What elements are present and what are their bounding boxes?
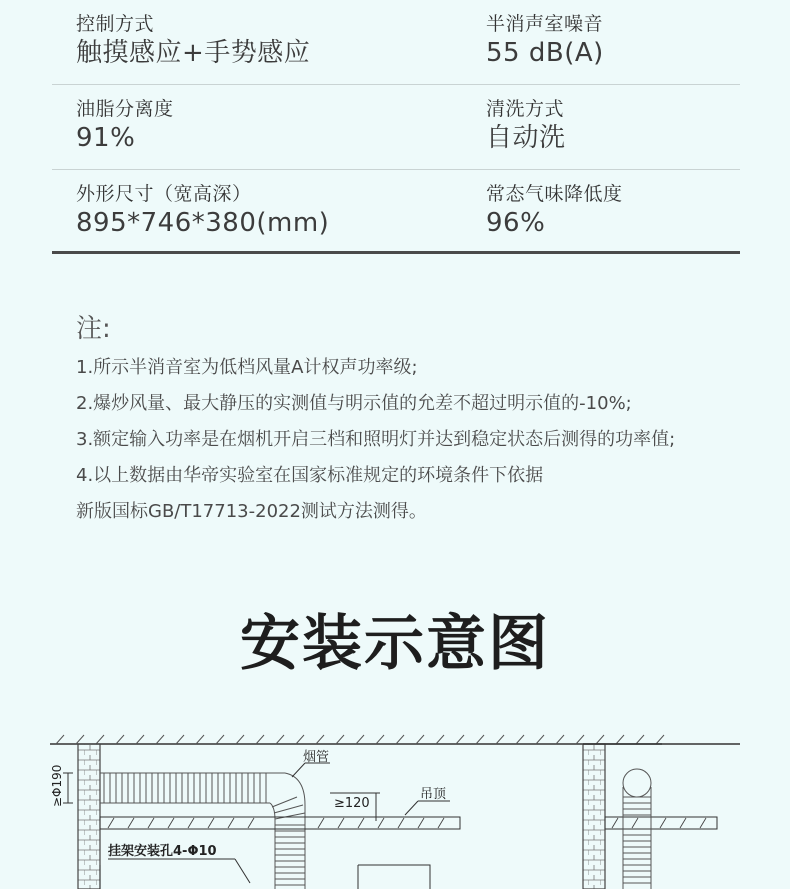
spec-label: 油脂分离度 (76, 98, 174, 120)
notes-title: 注: (76, 314, 111, 344)
installation-diagram (0, 725, 790, 889)
section-divider (52, 251, 740, 254)
suspended-ceiling-left (100, 817, 460, 829)
ceiling-label: 吊顶 (420, 787, 447, 802)
spec-value: 895*746*380(mm) (76, 208, 330, 238)
spec-noise (486, 12, 604, 70)
note-line: 新版国标GB/T17713-2022测试方法测得。 (76, 501, 427, 522)
ceiling-callout (405, 787, 450, 815)
spec-control-mode (76, 12, 310, 70)
spec-value: 自动洗 (486, 123, 566, 153)
spec-grease-separation (76, 97, 174, 155)
spec-label: 外形尺寸（宽高深） (76, 183, 252, 205)
spec-value: 55 dB(A) (486, 38, 604, 68)
brick-wall-left (78, 744, 100, 889)
suspended-ceiling-right (605, 817, 717, 829)
spec-label: 清洗方式 (486, 98, 565, 120)
section-title: 安装示意图 (240, 609, 550, 679)
note-line: 2.爆炒风量、最大静压的实测值与明示值的允差不超过明示值的-10%; (76, 393, 632, 414)
ceiling-slab-left (50, 735, 664, 744)
note-line: 4.以上数据由华帝实验室在国家标准规定的环境条件下依据 (76, 465, 544, 486)
note-line: 3.额定输入功率是在烟机开启三档和照明灯并达到稳定状态后测得的功率值; (76, 429, 676, 450)
height-label: ≥120 (334, 796, 370, 811)
side-dim-label: ≥Φ190 (50, 764, 64, 807)
spec-grid (52, 0, 740, 255)
note-line: 1.所示半消音室为低档风量A计权声功率级; (76, 357, 418, 378)
divider (52, 169, 740, 170)
spec-cleaning-mode (486, 97, 566, 155)
spec-value: 96% (486, 208, 546, 238)
brick-wall-right (583, 744, 605, 889)
range-hood-outline (100, 865, 430, 889)
side-dimension (50, 765, 73, 807)
spec-label: 常态气味降低度 (486, 183, 623, 205)
spec-label: 半消声室噪音 (486, 13, 604, 35)
spec-value: 91% (76, 123, 136, 153)
flex-pipe-horizontal (100, 773, 305, 889)
spec-label: 控制方式 (76, 13, 155, 35)
mount-hole-callout (107, 843, 250, 883)
spec-dimensions (76, 182, 329, 240)
spec-odor-reduction (486, 182, 623, 240)
spec-value: 触摸感应+手势感应 (76, 38, 311, 68)
pipe-callout (292, 749, 330, 777)
notes-section (76, 312, 766, 530)
pipe-label: 烟管 (303, 750, 330, 765)
divider (52, 84, 740, 85)
mount-hole-label: 挂架安装孔4-Φ10 (108, 844, 217, 859)
